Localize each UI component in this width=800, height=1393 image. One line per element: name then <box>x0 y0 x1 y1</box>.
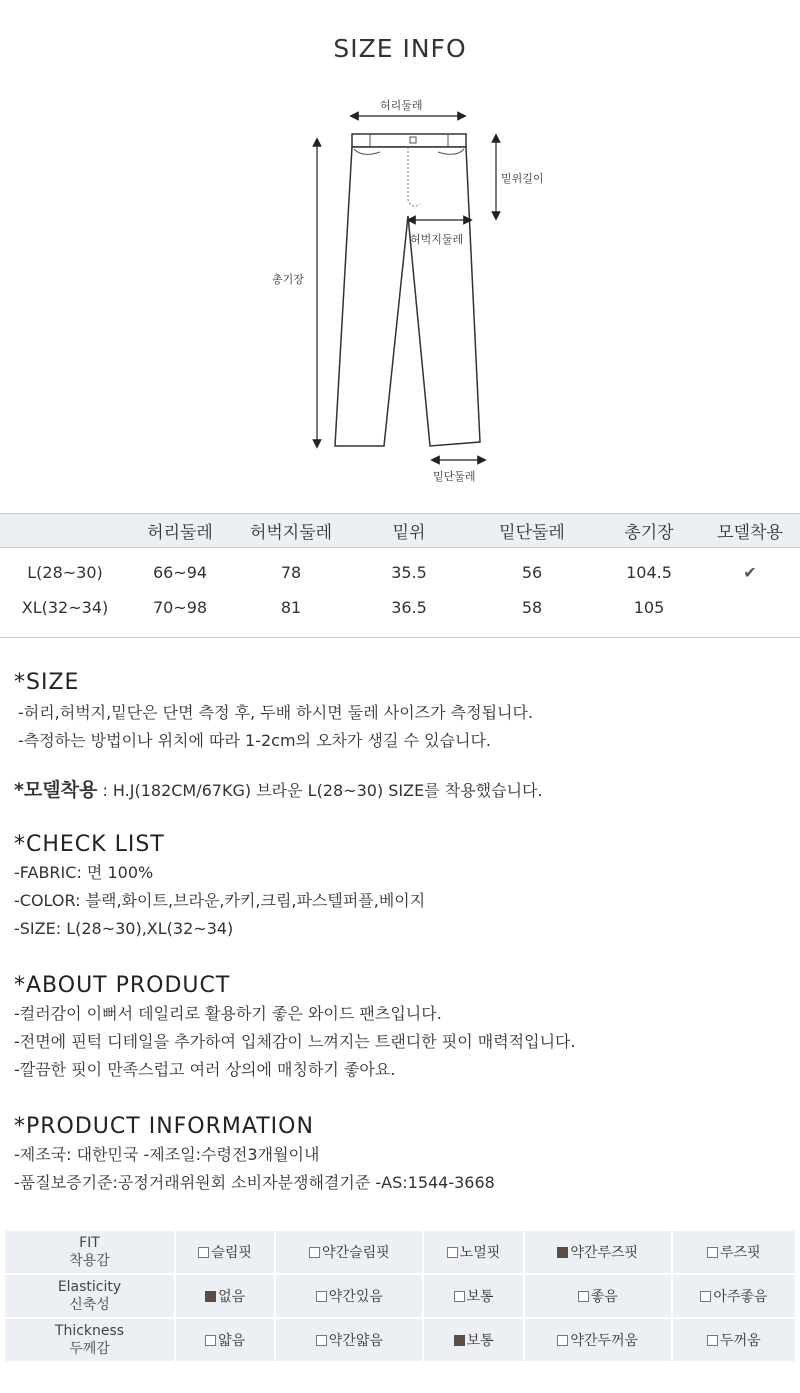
list-item: -COLOR: 블랙,화이트,브라운,카키,크림,파스텔퍼플,베이지 <box>14 891 426 910</box>
product-info-heading: *PRODUCT INFORMATION <box>14 1114 314 1139</box>
cell-hem: 56 <box>521 563 543 582</box>
fit-row <box>5 1319 795 1361</box>
table-row <box>0 548 800 591</box>
size-notes <box>14 670 533 755</box>
about-heading: *ABOUT PRODUCT <box>14 973 231 998</box>
fit-row <box>5 1275 795 1317</box>
list-item: -품질보증기준:공정거래위원회 소비자분쟁해결기준 -AS:1544-3668 <box>14 1173 495 1192</box>
model-label: *모델착용 <box>14 779 98 801</box>
check-list-heading: *CHECK LIST <box>14 832 165 857</box>
header-model: 모델착용 <box>700 514 800 548</box>
cell-length: 105 <box>633 598 665 617</box>
fit-option <box>276 1275 422 1317</box>
cell-size: L(28~30) <box>27 563 103 582</box>
thickness-row-label <box>5 1319 174 1361</box>
fit-option <box>424 1319 522 1361</box>
checkbox-icon <box>454 1335 465 1346</box>
fit-option <box>176 1275 274 1317</box>
cell-waist: 66~94 <box>152 563 208 582</box>
elasticity-label-en: Elasticity <box>57 1279 122 1295</box>
cell-thigh: 81 <box>280 598 302 617</box>
option-label: 약간루즈핏 <box>570 1245 639 1261</box>
fit-option <box>424 1231 522 1273</box>
cell-size: XL(32~34) <box>21 598 109 617</box>
checkbox-icon <box>205 1335 216 1346</box>
checkbox-icon <box>557 1335 568 1346</box>
option-label: 보통 <box>466 1333 494 1349</box>
option-label: 약간슬림핏 <box>322 1245 390 1261</box>
fit-table <box>3 1229 797 1363</box>
hem-label: 밑단둘레 <box>433 470 476 483</box>
model-info <box>14 776 543 805</box>
model-check-icon: ✔ <box>743 563 757 582</box>
fit-option <box>673 1275 795 1317</box>
page-title: SIZE INFO <box>333 34 467 63</box>
rise-label: 밑위길이 <box>501 172 544 185</box>
fit-row-label <box>5 1231 174 1273</box>
list-item: -전면에 핀턱 디테일을 추가하여 입체감이 느껴지는 트랜디한 핏이 매력적입니다. <box>14 1032 576 1051</box>
list-item: -제조국: 대한민국 -제조일:수령전3개월이내 <box>14 1145 320 1164</box>
size-note-1: -허리,허벅지,밑단은 단면 측정 후, 두배 하시면 둘레 사이즈가 측정됩니다. <box>18 703 534 722</box>
pants-diagram <box>250 92 550 492</box>
option-label: 두꺼움 <box>720 1333 761 1349</box>
checkbox-icon <box>309 1247 320 1258</box>
table-divider <box>0 637 800 638</box>
header-length: 총기장 <box>598 514 700 548</box>
fit-option <box>525 1231 671 1273</box>
thickness-label-ko: 두께감 <box>69 1341 110 1357</box>
size-heading: *SIZE <box>14 670 80 695</box>
option-label: 약간얇음 <box>328 1333 383 1349</box>
checkbox-icon <box>557 1247 568 1258</box>
fit-option <box>276 1319 422 1361</box>
cell-hem: 58 <box>521 598 543 617</box>
table-row <box>0 590 800 625</box>
option-label: 얇음 <box>218 1333 246 1349</box>
cell-rise: 35.5 <box>391 563 427 582</box>
checkbox-icon <box>205 1291 216 1302</box>
header-size <box>0 514 130 548</box>
about-product <box>14 973 576 1084</box>
header-waist: 허리둘레 <box>130 514 230 548</box>
option-label: 없음 <box>218 1289 246 1305</box>
checkbox-icon <box>578 1291 589 1302</box>
length-label: 총기장 <box>272 273 304 286</box>
checkbox-icon <box>707 1335 718 1346</box>
list-item: -컬러감이 이뻐서 데일리로 활용하기 좋은 와이드 팬츠입니다. <box>14 1004 442 1023</box>
checkbox-icon <box>198 1247 209 1258</box>
fit-option <box>525 1319 671 1361</box>
fit-option <box>276 1231 422 1273</box>
option-label: 슬림핏 <box>211 1245 252 1261</box>
checkbox-icon <box>316 1291 327 1302</box>
checkbox-icon <box>316 1335 327 1346</box>
fit-option <box>176 1319 274 1361</box>
pants-illustration <box>250 92 550 492</box>
size-table <box>0 513 800 625</box>
cell-model <box>700 590 800 625</box>
thigh-label: 허벅지둘레 <box>410 233 464 246</box>
fit-label-en: FIT <box>79 1235 100 1251</box>
option-label: 약간두꺼움 <box>570 1333 639 1349</box>
option-label: 보통 <box>466 1289 494 1305</box>
elasticity-label-ko: 신축성 <box>69 1297 110 1313</box>
product-information <box>14 1114 495 1197</box>
option-label: 노멀핏 <box>459 1245 501 1261</box>
fit-option <box>525 1275 671 1317</box>
header-rise: 밑위 <box>352 514 466 548</box>
checkbox-icon <box>447 1247 458 1258</box>
fit-option <box>176 1231 274 1273</box>
cell-rise: 36.5 <box>391 598 427 617</box>
option-label: 루즈핏 <box>720 1245 761 1261</box>
option-label: 아주좋음 <box>713 1289 768 1305</box>
cell-thigh: 78 <box>280 563 302 582</box>
checkbox-icon <box>707 1247 718 1258</box>
fit-option <box>673 1319 795 1361</box>
size-note-2: -측정하는 방법이나 위치에 따라 1-2cm의 오차가 생길 수 있습니다. <box>18 731 492 750</box>
cell-waist: 70~98 <box>152 598 208 617</box>
option-label: 좋음 <box>590 1289 618 1305</box>
fit-option <box>673 1231 795 1273</box>
option-label: 약간있음 <box>328 1289 383 1305</box>
header-hem: 밑단둘레 <box>466 514 598 548</box>
fit-label-ko: 착용감 <box>69 1253 110 1269</box>
cell-length: 104.5 <box>626 563 672 582</box>
list-item: -SIZE: L(28~30),XL(32~34) <box>14 919 234 938</box>
size-table-header <box>0 514 800 548</box>
checkbox-icon <box>454 1291 465 1302</box>
elasticity-row-label <box>5 1275 174 1317</box>
list-item: -깔끔한 핏이 만족스럽고 여러 상의에 매칭하기 좋아요. <box>14 1060 396 1079</box>
check-list <box>14 832 425 943</box>
list-item: -FABRIC: 면 100% <box>14 863 154 882</box>
fit-option <box>424 1275 522 1317</box>
thickness-label-en: Thickness <box>54 1323 125 1339</box>
header-thigh: 허벅지둘레 <box>230 514 352 548</box>
model-text: : H.J(182CM/67KG) 브라운 L(28~30) SIZE를 착용했습니다. <box>97 781 543 800</box>
fit-row <box>5 1231 795 1273</box>
checkbox-icon <box>700 1291 711 1302</box>
waist-label: 허리둘레 <box>380 99 423 112</box>
